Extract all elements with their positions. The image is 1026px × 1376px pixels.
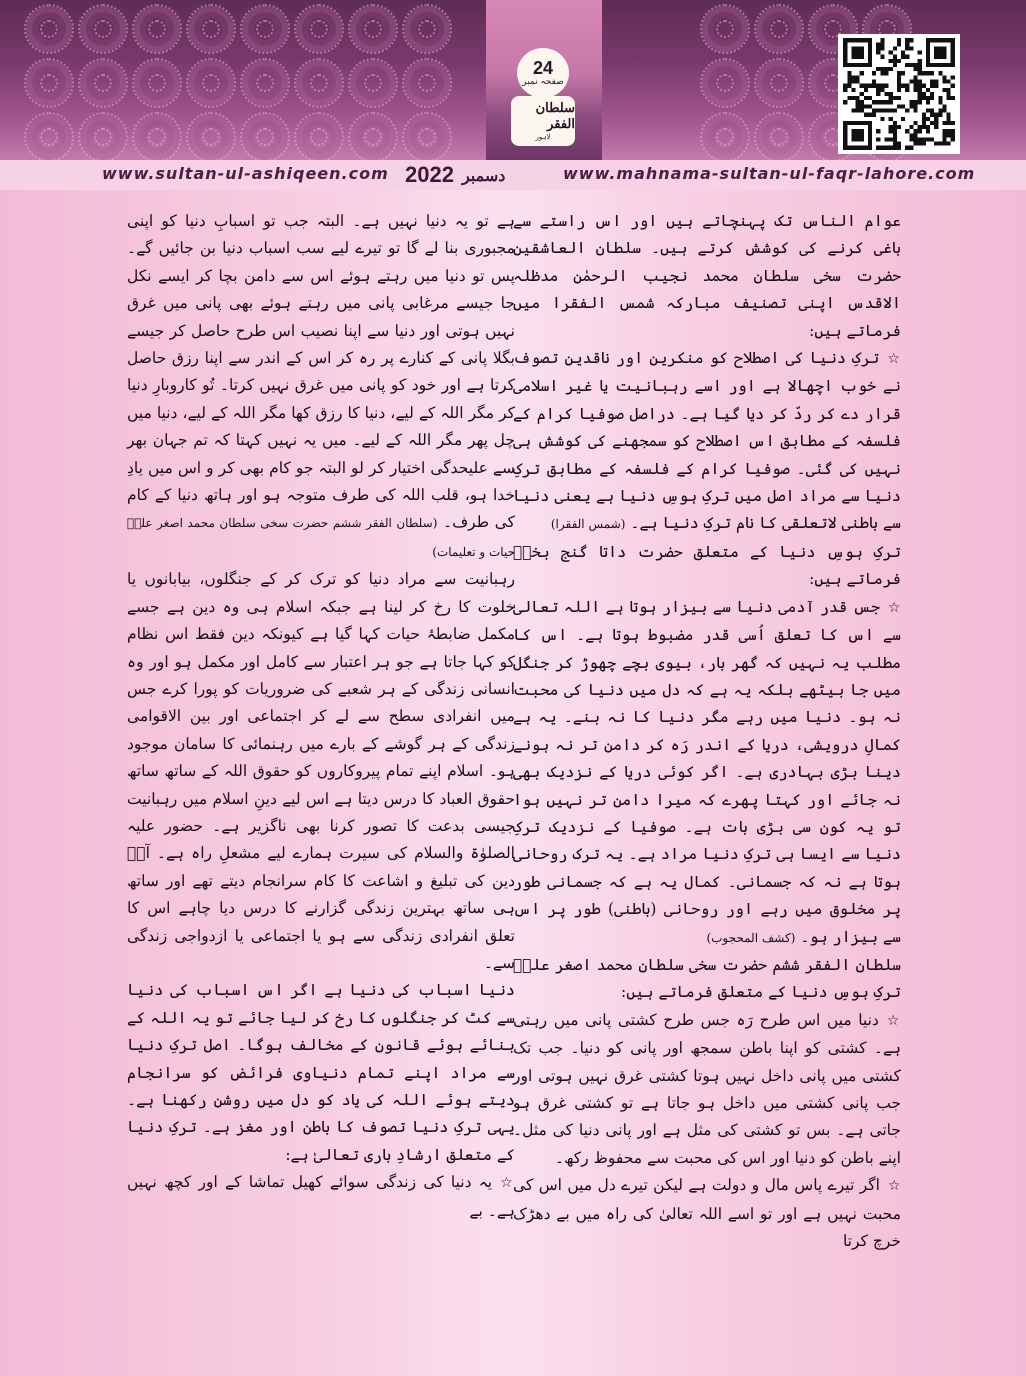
- issue-month: دسمبر: [461, 165, 506, 185]
- paragraph-text: ہے تو یہ دنیا نہیں ہے۔ البتہ جب تو اسبابِ دنیا کو اپنی مجبوری بنا لے گا تو تیرے لیے سب اسباب دنیا بن جائیں گے۔ پس تو دنیا میں رہتے ہوئے اس سے دامن بچا کر ایسے نکل جا جیسے مرغابی پانی میں رہتے ہوئے بھی پانی میں غرق نہیں ہوتی اور دنیا سے اپنا نصیب اس طرح حاصل کر جیسے بگلا پانی کے کنارے پر رہ کر اس کے اندر سے اپنا رزق حاصل کرتا ہے اور خود کو پانی میں غرق نہیں کرتا۔ تُو کاروبارِ دنیا کر مگر اللہ کے لیے، دنیا کا رزق کھا مگر اللہ کے لیے، دنیا میں چل پھر مگر اللہ کے لیے۔ میں یہ نہیں کہتا کہ تم جہان بھر سے علیحدگی اختیار کر لو البتہ جو کام بھی کر و اس میں یادِ خدا ہو، قلب اللہ کی طرف متوجہ ہو اور ہاتھ دنیا کے کام کی طرف۔: [127, 212, 515, 532]
- rosette-icon: [78, 112, 128, 160]
- magazine-header: [0, 0, 1026, 160]
- rosette-icon: [402, 112, 452, 160]
- article-paragraph: [513, 594, 901, 952]
- rosette-icon: [700, 112, 750, 160]
- rosette-icon: [700, 58, 750, 108]
- star-bullet-icon: ☆: [887, 1178, 901, 1195]
- magazine-logo: [511, 96, 575, 146]
- rosette-icon: [754, 58, 804, 108]
- article-paragraph: [513, 952, 901, 1007]
- article-paragraph: [127, 566, 515, 977]
- page-number-label: صفحہ نمبر: [522, 76, 564, 87]
- qr-code-graphic: [838, 34, 960, 154]
- rosette-icon: [294, 112, 344, 160]
- star-bullet-icon: ☆: [887, 599, 901, 616]
- article-paragraph: [127, 208, 515, 566]
- magazine-city: لاہور: [535, 133, 551, 141]
- rosette-icon: [240, 4, 290, 54]
- rosette-icon: [24, 112, 74, 160]
- citation: (کشف المحجوب): [706, 930, 796, 945]
- rosette-icon: [132, 112, 182, 160]
- paragraph-text: رہبانیت سے مراد دنیا کو ترک کر کے جنگلوں، بیابانوں یا خلوت کا رخ کر لینا ہے جبکہ اسلام ہی وہ دین ہے جسے مکمل ضابطۂ حیات کہا گیا ہے کیونکہ دین فقط اس نظام کو کہا جاتا ہے جو ہر اعتبار سے کامل اور مکمل ہو اور وہ انسانی زندگی کے ہر شعبے کی ضروریات کو پورا کرے جس میں انفرادی سطح سے لے کر اجتماعی اور بین الاقوامی زندگی کے ہر گوشے کے بارے میں رہنمائی کا سامان موجود ہو۔ اسلام اپنے تمام پیروکاروں کو حقوق اللہ کے ساتھ ساتھ حقوق العباد کا درس دیتا ہے اس لیے دینِ اسلام میں رہبانیت جیسی بدعت کا تصور کرنا بھی ناگزیر ہے۔ حضور علیہ الصلوٰۃ والسلام کی سیرت ہمارے لیے مشعلِ راہ ہے۔ آپؐ دین کی تبلیغ و اشاعت کا کام سرانجام دیتے تھے اور ساتھ ہی ساتھ بہترین زندگی گزارنے کا درس دیا چاہے اس کا تعلق انفرادی زندگی سے ہو یا اجتماعی یا ازدواجی زندگی سے۔: [127, 570, 515, 972]
- star-bullet-icon: ☆: [887, 351, 901, 368]
- paragraph-text: یہ دنیا کی زندگی سوائے کھیل تماشا کے اور کچھ نہیں ہے۔ بے: [127, 1173, 515, 1220]
- rosette-icon: [240, 112, 290, 160]
- rosette-icon: [186, 4, 236, 54]
- page-number-badge: [517, 48, 569, 98]
- rosette-icon: [240, 58, 290, 108]
- article-paragraph: [513, 1172, 901, 1255]
- article-paragraph: [513, 539, 901, 594]
- decorative-banner-left: [0, 0, 486, 160]
- rosette-icon: [754, 4, 804, 54]
- paragraph-text: اگر تیرے پاس مال و دولت ہے لیکن تیرے دل میں اس کی محبت نہیں ہے اور تو اسے اللہ تعالیٰ کی راہ میں بے دھڑک خرچ کرتا: [513, 1176, 901, 1251]
- article-paragraph: [513, 208, 901, 345]
- website-link-left[interactable]: www.sultan-ul-ashiqeen.com: [102, 164, 389, 183]
- rosette-icon: [24, 58, 74, 108]
- rosette-icon: [348, 112, 398, 160]
- paragraph-text: عوام الناس تک پہنچاتے ہیں اور اس راستے سے باغی کرنے کی کوشش کرتے ہیں۔ سلطان العاشقین حضرت سخی سلطان محمد نجیب الرحمٰن مدظلہ الاقدس اپنی تصنیف مبارکہ شمس الفقرا میں فرماتے ہیں:: [513, 212, 901, 340]
- paragraph-text: ترکِ ہوسِ دنیا کے متعلق حضرت داتا گنج بخشؒ فرماتے ہیں:: [513, 542, 901, 589]
- rosette-icon: [402, 4, 452, 54]
- rosette-icon: [186, 58, 236, 108]
- decorative-banner-right: [602, 0, 1026, 160]
- rosette-icon: [348, 58, 398, 108]
- rosette-icon: [294, 58, 344, 108]
- rosette-icon: [78, 4, 128, 54]
- rosette-icon: [132, 4, 182, 54]
- issue-year: 2022: [405, 162, 454, 187]
- qr-code-icon[interactable]: [838, 34, 960, 154]
- article-column-left: [127, 208, 515, 1225]
- star-bullet-icon: ☆: [500, 1175, 515, 1192]
- rosette-pattern: [24, 4, 456, 160]
- website-link-right[interactable]: www.mahnama-sultan-ul-faqr-lahore.com: [563, 164, 976, 183]
- paragraph-text: دنیا میں اس طرح رَہ جس طرح کشتی پانی میں رہتی ہے۔ کشتی کو اپنا باطن سمجھ اور پانی کو دنیا۔ جب تک کشتی میں پانی داخل نہیں ہوتا کشتی غرق نہیں ہوتی اور جب پانی کشتی میں داخل ہو جاتا ہے تو کشتی غرق ہو جاتی ہے۔ بس تو کشتی کی مثل ہے اور پانی دنیا کی مثل۔ اپنے باطن کو دنیا اور اس کی محبت سے محفوظ رکھ۔: [513, 1010, 901, 1167]
- article-column-right: [513, 208, 901, 1255]
- issue-date: [405, 161, 505, 189]
- magazine-name: سلطان الفقر: [535, 101, 575, 132]
- rosette-icon: [186, 112, 236, 160]
- rosette-icon: [294, 4, 344, 54]
- paragraph-text: ترکِ دنیا کی اصطلاح کو منکرین اور ناقدینِ تصوف نے خوب اچھالا ہے اور اسے رہبانیت یا غیر اسلامی قرار دے کر ردّ کر دیا گیا ہے۔ دراصل صوفیا کرام کے فلسفہ کے مطابق اس اصطلاح کو سمجھنے کی کوشش ہی نہیں کی گئی۔ صوفیا کرام کے فلسفہ کے مطابق ترکِ دنیا سے مراد اصل میں ترکِ ہوسِ دنیا ہے یعنی دنیا سے باطنی لاتعلقی کا نام ترکِ دنیا ہے۔: [513, 349, 901, 533]
- rosette-icon: [700, 4, 750, 54]
- article-paragraph: [513, 1007, 901, 1172]
- rosette-icon: [754, 112, 804, 160]
- rosette-icon: [132, 58, 182, 108]
- article-paragraph: [127, 1169, 515, 1225]
- article-paragraph: [127, 977, 515, 1169]
- paragraph-text: دنیا اسباب کی دنیا ہے اگر اس اسباب کی دنیا سے کٹ کر جنگلوں کا رخ کر لیا جائے تو یہ اللہ کے بنائے ہوئے قانون کے مخالف ہوگا۔ اصل ترکِ دنیا سے مراد اپنے تمام دنیاوی فرائض کو سرانجام دیتے ہوئے اللہ کی یاد کو دل میں روشن رکھنا ہے۔ یہی ترکِ دنیا تصوف کا باطن اور مغز ہے۔ ترکِ دنیا کے متعلق ارشادِ باری تعالیٰ ہے:: [127, 981, 515, 1164]
- citation: (شمس الفقرا): [550, 517, 626, 532]
- paragraph-text: جس قدر آدمی دنیا سے بیزار ہوتا ہے اللہ تعالیٰ سے اس کا تعلق اُسی قدر مضبوط ہوتا ہے۔ اس کا مطلب یہ نہیں کہ گھر بار، بیوی بچے چھوڑ کر جنگل میں جا بیٹھے بلکہ یہ ہے کہ دل میں دنیا کی محبت نہ ہو۔ دنیا میں رہے مگر دنیا کا نہ بنے۔ یہ ہے کمالِ درویشی، دریا کے اندر رَہ کر دامن تر نہ ہونے دینا بڑی بہادری ہے۔ اگر کوئی دریا کے نزدیک بھی نہ جائے اور کہتا پھرے کہ میرا دامن تر نہیں ہوا تو یہ کون سی بڑی بات ہے۔ صوفیا کے نزدیک ترکِ دنیا سے ایسا ہی ترکِ دنیا مراد ہے۔ یہ ترک روحانی ہوتا ہے نہ کہ جسمانی۔ کمال یہ ہے کہ جسمانی طور پر مخلوق میں رہے اور روحانی (باطنی) طور پر اس سے بیزار ہو۔: [513, 597, 901, 946]
- rosette-icon: [24, 4, 74, 54]
- page-number: 24: [532, 57, 554, 78]
- article-paragraph: [513, 345, 901, 539]
- paragraph-text: سلطان الفقر ششم حضرت سخی سلطان محمد اصغر علیؒ ترکِ ہوسِ دنیا کے متعلق فرماتے ہیں:: [513, 955, 901, 1002]
- star-bullet-icon: ☆: [886, 1012, 901, 1029]
- rosette-icon: [78, 58, 128, 108]
- rosette-icon: [402, 58, 452, 108]
- rosette-icon: [348, 4, 398, 54]
- citation: (سلطان الفقر ششم حضرت سخی سلطان محمد اصغر علیؒ حیات و تعلیمات): [127, 516, 515, 559]
